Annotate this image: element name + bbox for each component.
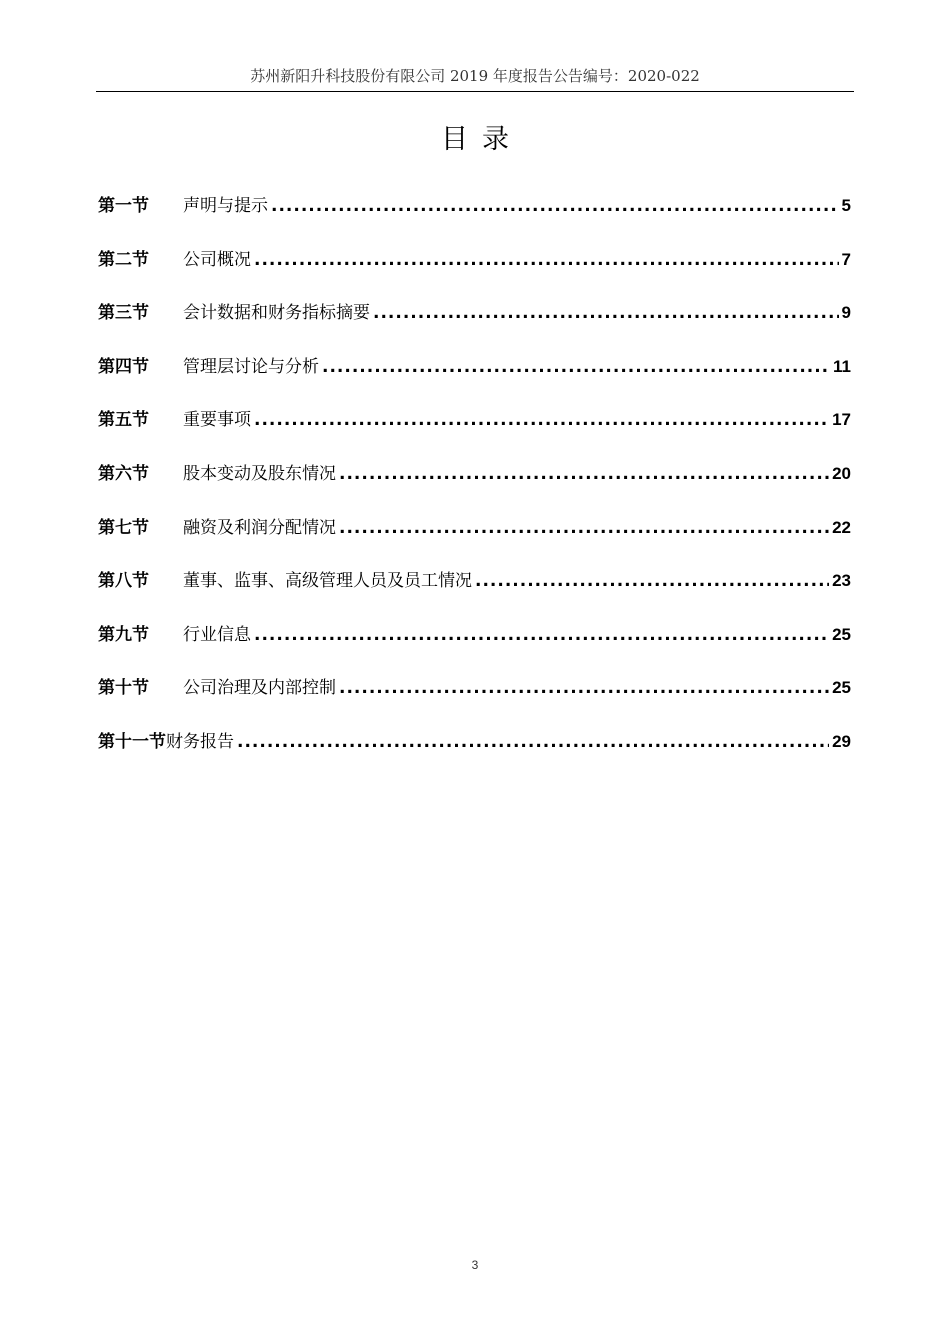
toc-dot-leader [271,193,839,219]
toc-chapter-label: 第十节 [98,678,149,699]
toc-list [98,193,851,783]
toc-entry[interactable] [98,300,851,354]
toc-page-number: 29 [832,731,851,751]
toc-entry[interactable] [98,193,851,247]
toc-page-number: 9 [841,303,851,323]
toc-chapter-label: 第四节 [98,356,149,377]
toc-entry-title: 声明与提示 [183,196,268,216]
toc-chapter-label: 第八节 [98,571,149,592]
toc-entry[interactable] [98,568,851,622]
toc-chapter-label: 第十一节 [98,731,166,752]
toc-entry-title: 融资及利润分配情况 [183,517,336,538]
header-rule [96,91,854,92]
toc-entry[interactable] [98,247,851,301]
toc-entry-title: 会计数据和财务指标摘要 [183,303,370,324]
toc-dot-leader [237,729,829,755]
toc-page-number: 25 [832,624,851,644]
toc-entry-title: 财务报告 [166,731,234,752]
page-number: 3 [471,1258,479,1272]
toc-chapter-label: 第七节 [98,517,149,538]
toc-page-number: 20 [832,463,851,483]
toc-entry[interactable] [98,354,851,408]
toc-page-number: 22 [832,517,851,537]
toc-entry[interactable] [98,729,851,783]
toc-chapter-label: 第六节 [98,463,149,484]
toc-entry[interactable] [98,407,851,461]
toc-entry-title: 董事、监事、高级管理人员及员工情况 [183,571,472,592]
toc-entry-title: 公司概况 [183,249,251,270]
toc-chapter-label: 第九节 [98,624,149,645]
toc-entry[interactable] [98,461,851,515]
toc-chapter-label: 第五节 [98,410,149,431]
toc-page-number: 25 [832,678,851,698]
toc-chapter-label: 第三节 [98,303,149,324]
toc-title: 目录 [441,124,523,155]
toc-entry[interactable] [98,622,851,676]
toc-page-number: 23 [832,571,851,591]
toc-page-number: 17 [832,410,851,430]
toc-dot-leader [339,461,829,487]
toc-dot-leader [339,675,829,701]
toc-page-number: 11 [833,356,851,376]
toc-dot-leader [254,247,839,273]
toc-dot-leader [373,300,839,326]
toc-dot-leader [339,515,829,541]
toc-dot-leader [475,568,829,594]
toc-entry[interactable] [98,675,851,729]
toc-dot-leader [322,354,830,380]
toc-page-number: 5 [841,196,851,215]
toc-entry-title: 公司治理及内部控制 [183,678,336,699]
toc-entry-title: 管理层讨论与分析 [183,356,319,377]
toc-dot-leader [254,407,829,433]
toc-entry-title: 股本变动及股东情况 [183,463,336,484]
toc-entry[interactable] [98,515,851,569]
toc-entry-title: 行业信息 [183,624,251,645]
toc-entry-title: 重要事项 [183,410,251,431]
page-header: 苏州新阳升科技股份有限公司 2019 年度报告公告编号：2020-022 [250,67,700,85]
toc-page-number: 7 [841,249,851,269]
toc-chapter-label: 第二节 [98,249,149,270]
toc-chapter-label: 第一节 [98,196,149,216]
toc-dot-leader [254,622,829,648]
